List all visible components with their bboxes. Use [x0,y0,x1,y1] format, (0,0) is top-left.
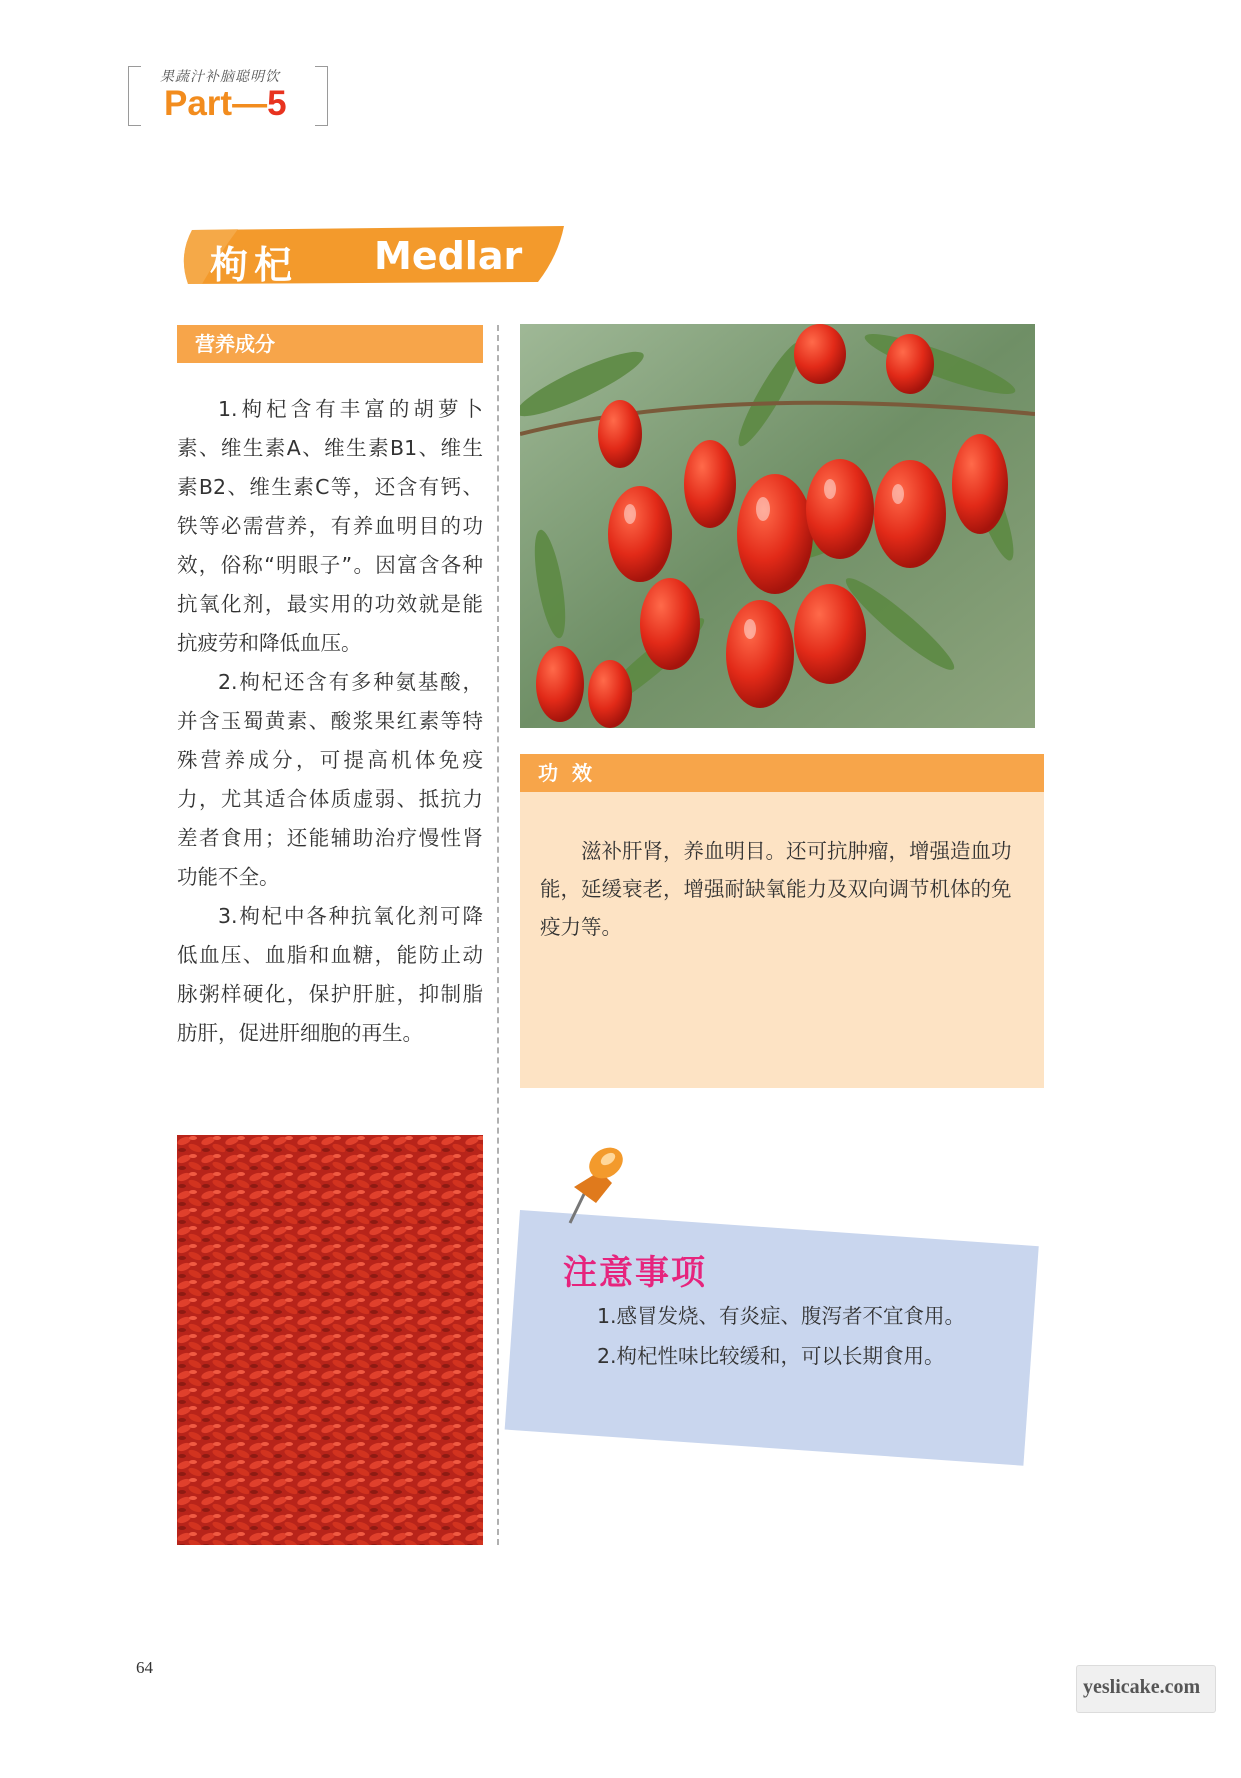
efficacy-text [540,832,1026,946]
part-badge [128,66,328,124]
part-label: Part— [164,84,268,123]
title-zh: 枸杞 [210,243,299,287]
nutrition-heading: 营养成分 [177,325,483,363]
nutrition-paragraph: 3.枸杞中各种抗氧化剂可降低血压、血脂和血糖，能防止动脉粥样硬化，保护肝脏，抑制脂肪肝，促进肝细胞的再生。 [177,904,483,1045]
column-divider [497,325,499,1545]
notes-item: 2.枸杞性味比较缓和，可以长期食用。 [597,1344,945,1368]
series-title: 果蔬汁补脑聪明饮 [160,69,280,85]
nutrition-paragraph: 1.枸杞含有丰富的胡萝卜素、维生素A、维生素B1、维生素B2、维生素C等，还含有钙、铁等必需营养，有养血明目的功效，俗称“明眼子”。因富含各种抗氧化剂，最实用的功效就是能抗疲劳和降低血压。 [177,397,483,655]
title-banner [178,226,568,286]
notes-heading: 注意事项 [563,1253,707,1293]
bracket-left [128,66,141,126]
notes-list [597,1296,1027,1376]
page-number: 64 [136,1658,153,1677]
part-title [164,84,287,124]
dried-goji-photo [177,1135,483,1545]
watermark-text: yeslicake.com [1083,1676,1201,1698]
title-en: Medlar [374,234,523,278]
efficacy-heading: 功效 [520,754,1044,792]
goji-branch-photo [520,324,1035,728]
nutrition-paragraph: 2.枸杞还含有多种氨基酸，并含玉蜀黄素、酸浆果红素等特殊营养成分，可提高机体免疫力，尤其适合体质虚弱、抵抗力差者食用；还能辅助治疗慢性肾功能不全。 [177,670,483,889]
notes-item: 1.感冒发烧、有炎症、腹泻者不宜食用。 [597,1304,966,1328]
bracket-right [315,66,328,126]
efficacy-box [520,792,1044,1088]
efficacy-paragraph: 滋补肝肾，养血明目。还可抗肿瘤，增强造血功能，延缓衰老，增强耐缺氧能力及双向调节机体的免疫力等。 [540,839,1012,939]
watermark [1076,1665,1216,1713]
nutrition-text [177,390,483,1053]
part-number: 5 [267,84,287,123]
pushpin-icon [556,1135,626,1234]
